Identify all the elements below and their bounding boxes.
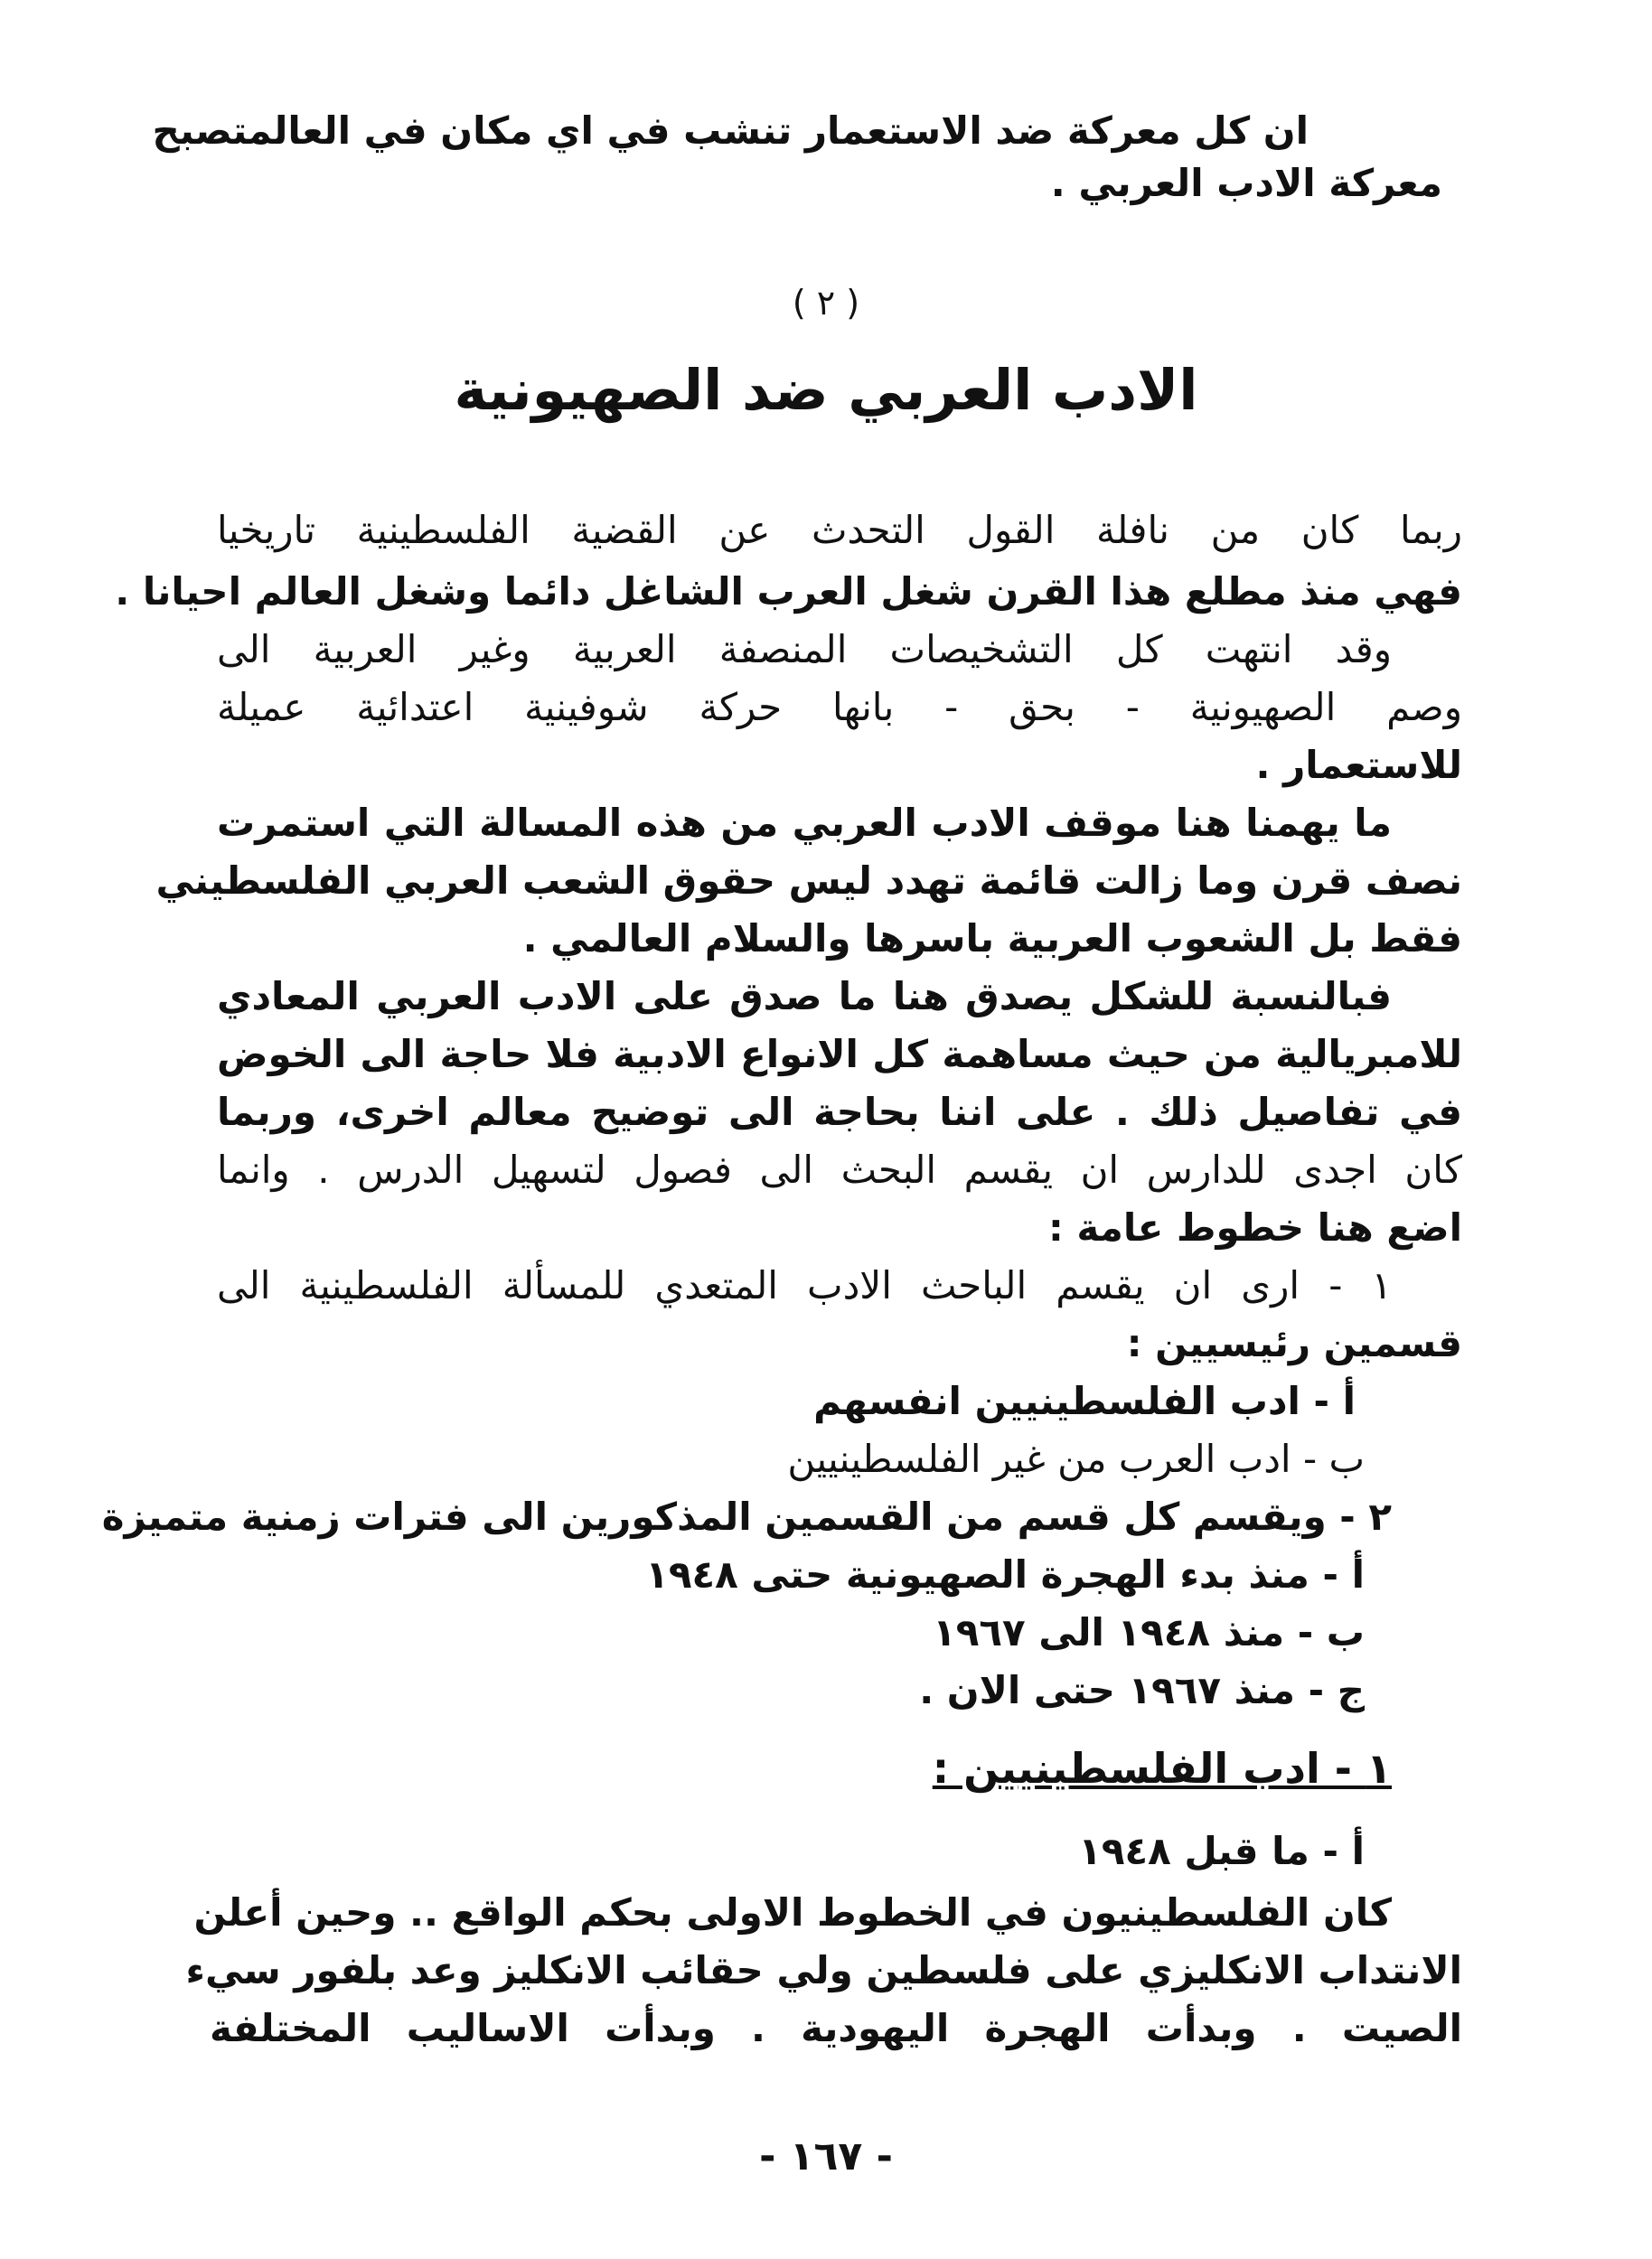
final-paragraph-line-3: الصيت . وبدأت الهجرة اليهودية . وبدأت الاساليب المختلفة [210, 2006, 1462, 2050]
paragraph-3-line-1: ما يهمنا هنا موقف الادب العربي من هذه المسالة التي استمرت [217, 801, 1392, 845]
paragraph-4-line-5: اضع هنا خطوط عامة : [1047, 1205, 1462, 1250]
outline-item-1a: أ - ادب الفلسطينيين انفسهم [813, 1379, 1356, 1423]
intro-line-2: معركة الادب العربي . [1050, 161, 1442, 205]
page-number: - ١٦٧ - [759, 2133, 893, 2179]
paragraph-3-line-3: فقط بل الشعوب العربية باسرها والسلام العالمي . [522, 916, 1462, 961]
outline-item-1b: ب - ادب العرب من غير الفلسطينيين [787, 1437, 1365, 1481]
final-paragraph-line-1: كان الفلسطينيون في الخطوط الاولى بحكم الواقع .. وحين أعلن [193, 1890, 1392, 1935]
paragraph-4-line-1: فبالنسبة للشكل يصدق هنا ما صدق على الادب العربي المعادي [217, 974, 1392, 1018]
outline-item-2a: أ - منذ بدء الهجرة الصهيونية حتى ١٩٤٨ [645, 1552, 1365, 1597]
outline-item-1-line-1: ١ - ارى ان يقسم الباحث الادب المتعدي للمسألة الفلسطينية الى [217, 1263, 1392, 1308]
paragraph-3-line-2: نصف قرن وما زالت قائمة تهدد ليس حقوق الشعب العربي الفلسطيني [155, 858, 1462, 903]
final-paragraph-line-2: الانتداب الانكليزي على فلسطين ولي حقائب الانكليز وعد بلفور سيء [185, 1948, 1462, 1992]
outline-item-2c: ج - منذ ١٩٦٧ حتى الان . [919, 1668, 1365, 1712]
paragraph-2-line-2: وصم الصهيونية - بحق - بانها حركة شوفينية اعتدائية عميلة [217, 685, 1462, 729]
subsection-title: ١ - ادب الفلسطينيين : [932, 1744, 1392, 1793]
paragraph-2-line-1: وقد انتهت كل التشخيصات المنصفة العربية وغير العربية الى [217, 627, 1392, 671]
outline-item-2: ٢ - ويقسم كل قسم من القسمين المذكورين الى فترات زمنية متميزة [101, 1495, 1392, 1539]
paragraph-1-line-2: فهي منذ مطلع هذا القرن شغل العرب الشاغل دائما وشغل العالم احيانا . [115, 569, 1462, 614]
paragraph-4-line-4: كان اجدى للدارس ان يقسم البحث الى فصول لتسهيل الدرس . وانما [217, 1148, 1462, 1192]
paragraph-4-line-3: في تفاصيل ذلك . على اننا بحاجة الى توضيح معالم اخرى، وربما [217, 1090, 1462, 1134]
outline-item-1-line-2: قسمين رئيسيين : [1126, 1321, 1462, 1365]
paragraph-1-line-1: ربما كان من نافلة القول التحدث عن القضية الفلسطينية تاريخيا [217, 508, 1462, 552]
paragraph-4-line-2: للامبريالية من حيث مساهمة كل الانواع الادبية فلا حاجة الى الخوض [217, 1032, 1462, 1076]
intro-line-1: ان كل معركة ضد الاستعمار تنشب في اي مكان في العالمتصبح [152, 108, 1309, 153]
section-title: الادب العربي ضد الصهيونية [454, 357, 1198, 423]
outline-item-2b: ب - منذ ١٩٤٨ الى ١٩٦٧ [933, 1610, 1365, 1654]
subsection-subtitle: أ - ما قبل ١٩٤٨ [1078, 1829, 1365, 1873]
section-number: ( ٢ ) [792, 283, 860, 323]
paragraph-2-line-3: للاستعمار . [1255, 743, 1462, 787]
